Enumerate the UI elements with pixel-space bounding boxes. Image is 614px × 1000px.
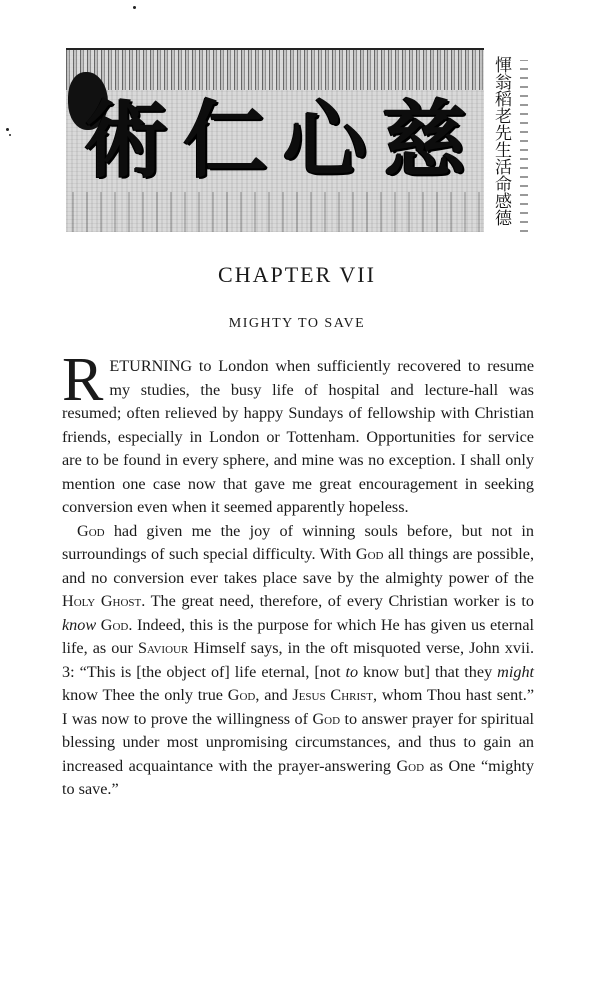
opening-word: ETURNING — [109, 357, 193, 375]
divine-name: God — [396, 756, 425, 775]
ink-speck — [133, 6, 136, 9]
divine-name: God — [355, 545, 384, 563]
ink-speck — [6, 128, 9, 131]
plate-edge — [520, 60, 528, 232]
paragraph — [62, 346, 535, 520]
calligraphy-plate — [66, 48, 484, 232]
emphasis: might — [497, 662, 535, 681]
calligraphy-characters — [66, 91, 484, 189]
divine-name: God — [100, 615, 129, 634]
calligraphy-char: 心 — [282, 91, 367, 189]
divine-name: Jesus Christ — [292, 686, 373, 704]
chapter-body — [62, 346, 535, 802]
divine-name: God — [77, 521, 105, 540]
calligraphy-char: 慈 — [382, 91, 467, 189]
emphasis: know — [62, 615, 97, 634]
divine-name: Holy Ghost — [62, 592, 142, 610]
chapter-subtitle: MIGHTY TO SAVE — [228, 316, 366, 331]
paragraph-text: to London when sufficiently recovered to resume my studies, the busy life of hospital and lecture-hall was resumed; often relieved by happy Sundays of fellowship with Christian friends, especially in London or Tottenham. Opportunities for service are to be found in every sphere, and mine was no exception. I shall only mention one case now that gave me great encouragement in seeking conversion even when it seemed apparently hopeless. — [62, 357, 535, 516]
emphasis: to — [345, 662, 359, 681]
ink-speck — [9, 134, 11, 136]
paragraph: God had given me the joy of winning souls before, but not in surroundings of such special difficulty. With God all things are possible, and no conversion ever takes place save by the almighty power of the Holy Ghost. The great need, therefore, of every Christian worker is to know God. Indeed, this is the purpose for which He has given us eternal life, as our Saviour Himself says, in the oft misquoted verse, John xvii. 3: “This is [the object of] life eternal, [not to know but] that they might know Thee the only true God, and Jesus Christ, whom Thou hast sent.” I was now to prove the willingness of God to answer prayer for spiritual blessing under most unpromising circumstances, and thus to gain an increased acquaintance with the prayer-answering God as One “mighty to save.” — [62, 521, 535, 798]
divine-name: God — [312, 709, 341, 728]
divine-name: Saviour — [137, 639, 189, 657]
calligraphy-char: 仁 — [183, 91, 268, 189]
calligraphy-char: 術 — [83, 91, 168, 189]
chapter-title: CHAPTER VII — [218, 262, 376, 287]
plate-inscription: 惲翁稻老先生活命感德 — [491, 56, 511, 226]
drop-cap: R — [62, 346, 104, 414]
divine-name: God — [227, 686, 256, 704]
